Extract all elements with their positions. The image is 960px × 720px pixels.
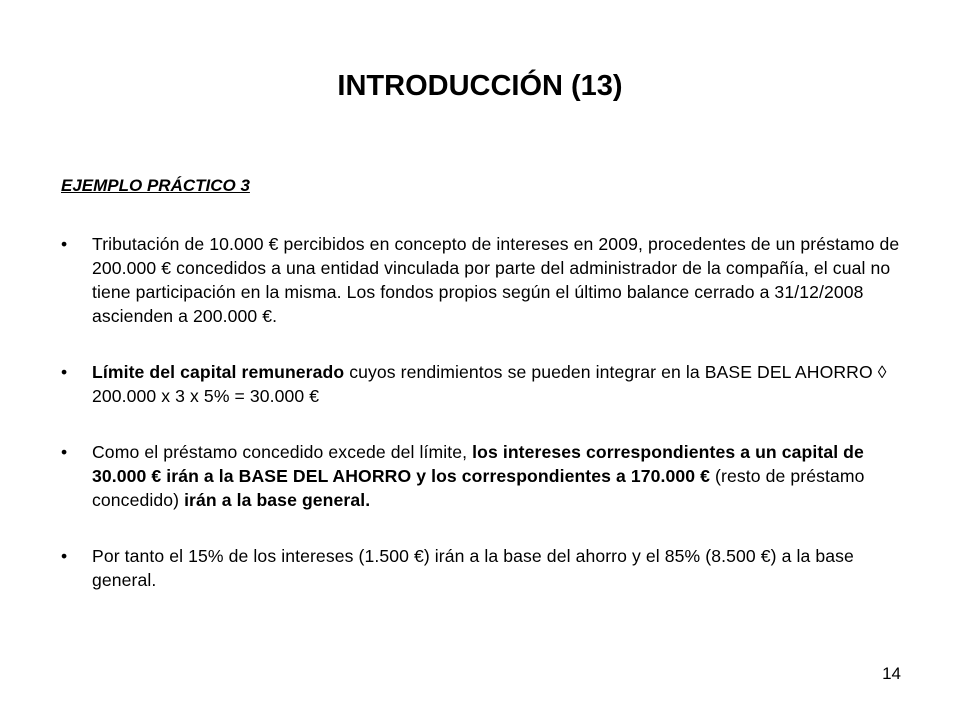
bullet-item [61,232,907,328]
text-segment-bold: Límite del capital remunerado [92,362,345,382]
text-segment: Por tanto el 15% de los intereses (1.500 €) irán a la base del ahorro y el 85% (8.500 €) a la base general. [92,546,854,590]
bullet-marker: • [61,362,68,382]
bullet-text [92,442,865,510]
bullet-item [61,440,907,512]
bullet-text [92,546,854,590]
bullet-marker: • [61,442,68,462]
bullet-item [61,544,907,592]
slide-subtitle: EJEMPLO PRÁCTICO 3 [61,176,250,195]
page-number: 14 [882,664,901,683]
bullet-text [92,362,887,406]
text-segment-bold: los intereses correspondientes a un capital de 30.000 € irán a la BASE DEL AHORRO y los correspondientes a 170.000 € [92,442,864,486]
bullet-marker: • [61,546,68,566]
text-segment: Como el préstamo concedido excede del límite, [92,442,473,462]
slide-title: INTRODUCCIÓN (13) [337,70,623,102]
bullet-text [92,234,899,326]
bullet-item [61,360,907,408]
text-segment: (resto de préstamo concedido) [92,466,865,510]
bullet-list [61,232,907,624]
text-segment: Tributación de 10.000 € percibidos en concepto de intereses en 2009, procedentes de un préstamo de 200.000 € concedidos a una entidad vinculada por parte del administrador de la compañía, el cual no tiene participación en la misma. Los fondos propios según el último balance cerrado a 31/12/2008 ascienden a 200.000 €. [92,234,900,326]
bullet-marker: • [61,234,68,254]
text-segment-bold: irán a la base general. [184,490,371,510]
text-segment: cuyos rendimientos se pueden integrar en la BASE DEL AHORRO ◊ 200.000 x 3 x 5% = 30.000 € [92,362,887,406]
